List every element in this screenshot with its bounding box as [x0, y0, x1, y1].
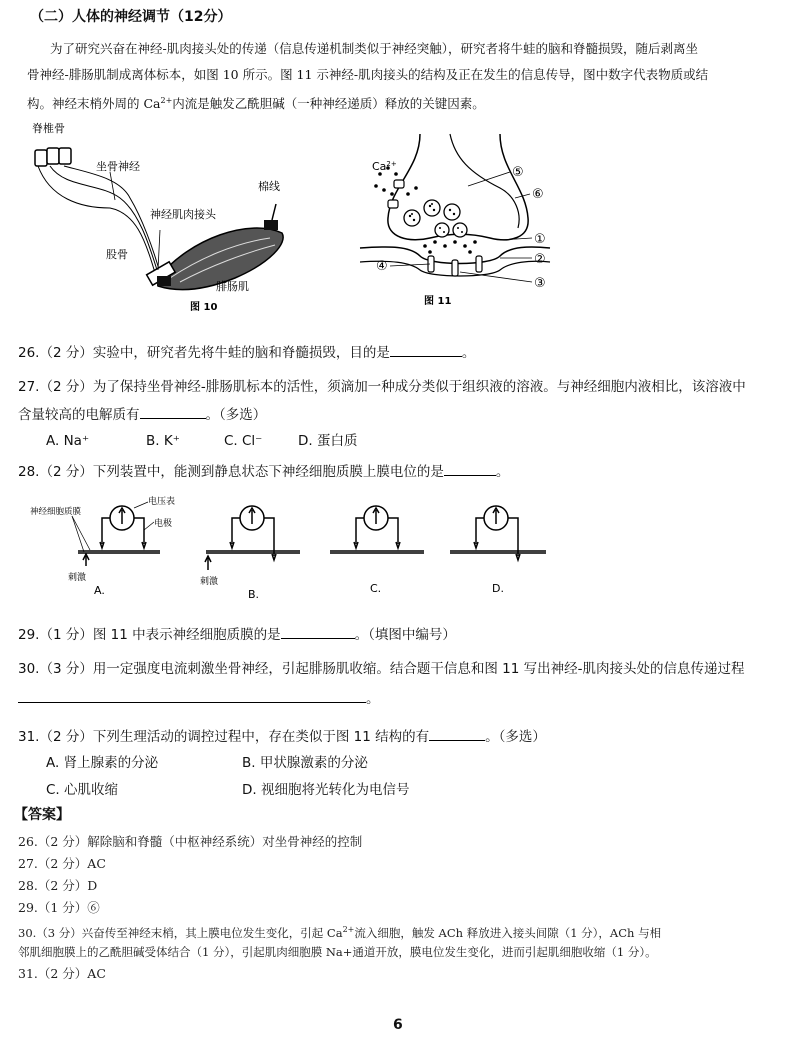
- label-thread: 棉线: [258, 180, 280, 193]
- q31-opt-a[interactable]: A. 肾上腺素的分泌: [46, 755, 159, 771]
- label-voltmeter: 电压表: [148, 497, 176, 507]
- q27-opt-a[interactable]: A. Na⁺: [46, 433, 90, 449]
- question-30: [18, 688, 380, 708]
- answer-28: 28.（2 分）D: [18, 878, 98, 893]
- intro-line-3b: 内流是触发乙酰胆碱（一种神经递质）释放的关键因素。: [172, 96, 485, 112]
- label-4: ④: [376, 259, 388, 274]
- apparatus-d: [450, 506, 546, 560]
- label-ca: [372, 160, 397, 173]
- question-26: [18, 342, 475, 362]
- q29-answer-blank[interactable]: [281, 624, 355, 639]
- answer-26: 26.（2 分）解除脑和脊髓（中枢神经系统）对坐骨神经的控制: [18, 834, 363, 849]
- cotton-thread-clip: [264, 220, 278, 230]
- label-ca-sup: 2+: [386, 160, 397, 168]
- question-31: [18, 726, 546, 746]
- q28-text: 28.（2 分）下列装置中，能测到静息状态下神经细胞质膜上膜电位的是: [18, 464, 444, 480]
- q30-answer-blank[interactable]: [18, 688, 366, 703]
- ach-receptors: [428, 256, 482, 276]
- label-membrane: 神经细胞质膜: [30, 507, 82, 517]
- fig10-caption: 图 10: [190, 302, 218, 313]
- q27-answer-blank[interactable]: [140, 404, 206, 419]
- q27-opt-b[interactable]: B. K⁺: [146, 433, 180, 449]
- fig11-caption: 图 11: [424, 296, 452, 307]
- intro-line-1: 为了研究兴奋在神经-肌肉接头处的传递（信息传递机制类似于神经突触），研究者将牛蛙的脑和脊髓损毁，随后剥离坐: [50, 41, 698, 56]
- q30-end: 。: [366, 691, 380, 707]
- figure-11: [350, 128, 560, 308]
- q30-line-1: 30.（3 分）用一定强度电流刺激坐骨神经，引起腓肠肌收缩。结合题干信息和图 11 写出神经-肌肉接头处的信息传递过程: [18, 661, 745, 677]
- intro-line-3a: 构。神经末梢外周的 Ca: [27, 96, 161, 112]
- label-6: ⑥: [532, 187, 544, 202]
- a30-sup: 2+: [342, 925, 355, 934]
- label-5: ⑤: [512, 165, 524, 180]
- intro-line-2: 骨神经-腓肠肌制成离体标本，如图 10 所示。图 11 示神经-肌肉接头的结构及正在发生的信息传导，图中数字代表物质或结: [27, 67, 709, 82]
- answer-30-line-2: 邻肌细胞膜上的乙酰胆碱受体结合（1 分），引起肌肉细胞膜 Na+通道开放，膜电位发生变化，进而引起肌细胞收缩（1 分）。: [18, 945, 657, 959]
- a30-line-1b: 流入细胞，触发 ACh 释放进入接头间隙（1 分），ACh 与相: [354, 925, 662, 940]
- label-spine: 脊椎骨: [32, 122, 65, 135]
- sciatic-nerve: [38, 166, 160, 273]
- label-3: ③: [534, 276, 546, 291]
- answers-heading: 【答案】: [14, 807, 70, 823]
- page-number: 6: [393, 1017, 403, 1033]
- synaptic-vesicles: [404, 200, 467, 237]
- q29-text: 29.（1 分）图 11 中表示神经细胞质膜的是: [18, 627, 281, 643]
- q31-opt-c[interactable]: C. 心肌收缩: [46, 782, 119, 798]
- spine-segments: [35, 148, 71, 166]
- q31-answer-blank[interactable]: [429, 726, 485, 741]
- question-27: [18, 404, 266, 424]
- q28-apparatus: [30, 494, 550, 606]
- label-1: ①: [534, 232, 546, 247]
- q26-text: 26.（2 分）实验中，研究者先将牛蛙的脑和脊髓损毁，目的是: [18, 345, 390, 361]
- apparatus-b: [205, 506, 300, 570]
- q26-end: 。: [461, 345, 476, 361]
- apparatus-c: [330, 506, 424, 553]
- label-ca-text: Ca: [372, 160, 387, 173]
- label-2: ②: [534, 252, 546, 267]
- q27-line-1: 27.（2 分）为了保持坐骨神经-腓肠肌标本的活性，须滴加一种成分类似于组织液的溶液。与神经细胞内液相比，该溶液中: [18, 379, 746, 395]
- q29-end: 。（填图中编号）: [354, 627, 456, 643]
- question-29: [18, 624, 456, 644]
- option-c-label[interactable]: C.: [370, 582, 382, 595]
- question-28: [18, 461, 509, 481]
- q28-answer-blank[interactable]: [444, 461, 496, 476]
- label-junction: 神经肌肉接头: [150, 208, 216, 221]
- q31-end: 。（多选）: [485, 729, 546, 745]
- figure-10: [20, 118, 320, 318]
- q31-text: 31.（2 分）下列生理活动的调控过程中，存在类似于图 11 结构的有: [18, 729, 430, 745]
- label-stim-a: 刺激: [68, 573, 87, 583]
- q26-answer-blank[interactable]: [390, 342, 462, 357]
- answer-29: 29.（1 分）⑥: [18, 900, 100, 915]
- apparatus-a: [78, 506, 160, 566]
- answer-27: 27.（2 分）AC: [18, 856, 106, 871]
- intro-ca-sup: 2+: [160, 96, 173, 105]
- acetylcholine: [423, 240, 477, 254]
- a30-line-1a: 30.（3 分）兴奋传至神经末梢，其上膜电位发生变化，引起 Ca: [18, 925, 343, 940]
- label-stim-b: 刺激: [200, 577, 219, 587]
- q27-opt-c[interactable]: C. Cl⁻: [224, 433, 263, 449]
- q27-end: 。（多选）: [205, 407, 267, 423]
- q31-opt-b[interactable]: B. 甲状腺激素的分泌: [242, 755, 368, 771]
- label-electrode: 电极: [154, 519, 173, 529]
- q27-opt-d[interactable]: D. 蛋白质: [298, 433, 358, 449]
- option-d-label[interactable]: D.: [492, 582, 504, 595]
- q31-opt-d[interactable]: D. 视细胞将光转化为电信号: [242, 782, 410, 798]
- answer-30-line-1: [18, 921, 661, 942]
- section-title: （二）人体的神经调节（12分）: [30, 9, 232, 25]
- q28-end: 。: [495, 464, 510, 480]
- option-b-label[interactable]: B.: [248, 588, 260, 601]
- intro-line-3: [27, 92, 485, 113]
- q27-line-2: 含量较高的电解质有: [18, 407, 140, 423]
- answer-31: 31.（2 分）AC: [18, 966, 106, 981]
- option-a-label[interactable]: A.: [94, 584, 105, 597]
- label-muscle: 腓肠肌: [216, 280, 249, 293]
- label-sciatic: 坐骨神经: [96, 160, 140, 173]
- label-femur: 股骨: [106, 248, 128, 261]
